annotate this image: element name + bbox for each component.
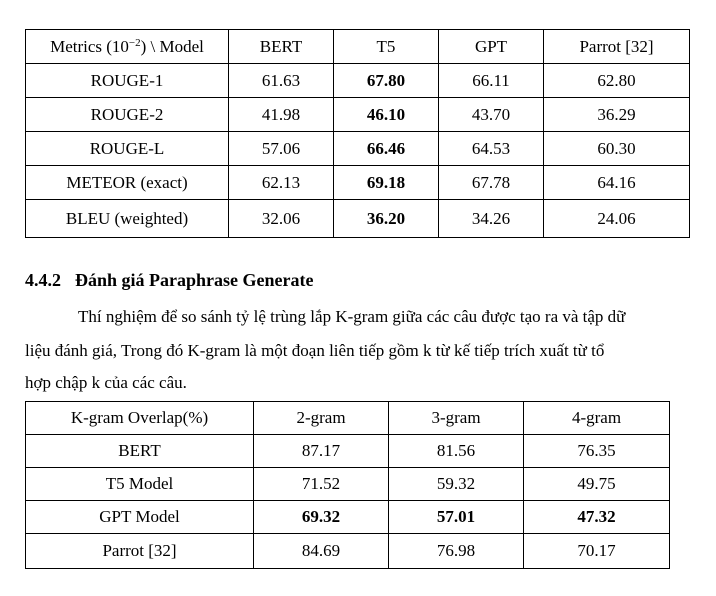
value-cell: 62.80 (544, 64, 690, 98)
table-row (26, 64, 690, 98)
metric-cell: BLEU (weighted) (26, 200, 229, 238)
value-cell: 84.69 (254, 534, 389, 569)
model-cell: T5 Model (26, 468, 254, 501)
value-cell: 67.78 (439, 166, 544, 200)
value-cell: 61.63 (229, 64, 334, 98)
section-title: Đánh giá Paraphrase Generate (75, 270, 314, 290)
value-cell: 59.32 (389, 468, 524, 501)
header-metrics-model (26, 30, 229, 64)
value-cell: 62.13 (229, 166, 334, 200)
table-row (26, 534, 670, 569)
value-cell: 81.56 (389, 435, 524, 468)
value-cell: 36.20 (334, 200, 439, 238)
paragraph-line-2: liệu đánh giá, Trong đó K-gram là một đoạn liên tiếp gồm k từ kế tiếp trích xuất từ tổ (25, 341, 605, 360)
metrics-table (25, 29, 690, 238)
model-cell: BERT (26, 435, 254, 468)
header-4gram: 4-gram (524, 402, 670, 435)
value-cell: 69.32 (254, 501, 389, 534)
header-t5: T5 (334, 30, 439, 64)
table-row (26, 132, 690, 166)
header-kgram-overlap: K-gram Overlap(%) (26, 402, 254, 435)
value-cell: 32.06 (229, 200, 334, 238)
header-metrics-suffix: ) \ Model (140, 36, 204, 56)
header-2gram: 2-gram (254, 402, 389, 435)
value-cell: 64.16 (544, 166, 690, 200)
section-heading (25, 270, 313, 291)
value-cell: 66.11 (439, 64, 544, 98)
table-row (26, 166, 690, 200)
paragraph-line-1: Thí nghiệm để so sánh tỷ lệ trùng lắp K-gram giữa các câu được tạo ra và tập dữ (78, 307, 626, 326)
header-bert: BERT (229, 30, 334, 64)
value-cell: 57.01 (389, 501, 524, 534)
paragraph-line-3: hợp chập k của các câu. (25, 373, 187, 392)
value-cell: 24.06 (544, 200, 690, 238)
table-row (26, 98, 690, 132)
value-cell: 76.98 (389, 534, 524, 569)
header-3gram: 3-gram (389, 402, 524, 435)
value-cell: 49.75 (524, 468, 670, 501)
section-number: 4.4.2 (25, 270, 61, 290)
table-row (26, 501, 670, 534)
table-row (26, 468, 670, 501)
metric-cell: ROUGE-1 (26, 64, 229, 98)
value-cell: 64.53 (439, 132, 544, 166)
kgram-overlap-table (25, 401, 670, 569)
model-cell: Parrot [32] (26, 534, 254, 569)
value-cell: 69.18 (334, 166, 439, 200)
value-cell: 60.30 (544, 132, 690, 166)
table-row (26, 435, 670, 468)
header-metrics-exponent: −2 (128, 36, 141, 49)
value-cell: 43.70 (439, 98, 544, 132)
header-gpt: GPT (439, 30, 544, 64)
value-cell: 47.32 (524, 501, 670, 534)
value-cell: 46.10 (334, 98, 439, 132)
header-metrics-prefix: Metrics (10 (50, 36, 129, 56)
model-cell: GPT Model (26, 501, 254, 534)
metric-cell: ROUGE-L (26, 132, 229, 166)
value-cell: 67.80 (334, 64, 439, 98)
value-cell: 41.98 (229, 98, 334, 132)
metric-cell: ROUGE-2 (26, 98, 229, 132)
table-header-row (26, 30, 690, 64)
value-cell: 34.26 (439, 200, 544, 238)
value-cell: 87.17 (254, 435, 389, 468)
value-cell: 36.29 (544, 98, 690, 132)
value-cell: 66.46 (334, 132, 439, 166)
metric-cell: METEOR (exact) (26, 166, 229, 200)
value-cell: 76.35 (524, 435, 670, 468)
value-cell: 71.52 (254, 468, 389, 501)
table-header-row (26, 402, 670, 435)
value-cell: 70.17 (524, 534, 670, 569)
value-cell: 57.06 (229, 132, 334, 166)
table-row (26, 200, 690, 238)
header-parrot: Parrot [32] (544, 30, 690, 64)
